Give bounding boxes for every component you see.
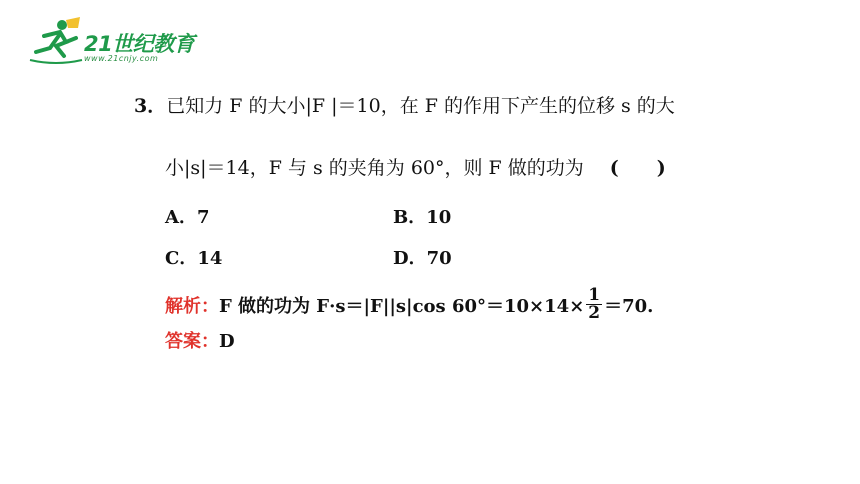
fraction-numerator: 1 <box>588 285 601 305</box>
logo-url: www.21cnjy.com <box>84 54 159 63</box>
question-number: 3． <box>134 95 167 117</box>
analysis-label: 解析： <box>165 295 219 317</box>
analysis-text: F 做的功为 F·s＝|F||s|cos 60°＝10×14× <box>219 295 585 317</box>
question-line-2 <box>165 153 666 180</box>
answer <box>165 327 235 353</box>
answer-label: 答案： <box>165 331 219 352</box>
option-b: B．10 <box>393 207 452 228</box>
option-c: C．14 <box>165 248 223 269</box>
analysis-tail: ＝70. <box>604 295 654 317</box>
answer-value: D <box>219 331 235 352</box>
runner-icon <box>26 16 86 68</box>
question-line-1 <box>134 91 675 118</box>
question-text-1: 已知力 F 的大小|F |＝10，在 F 的作用下产生的位移 s 的大 <box>166 95 675 117</box>
logo-text: 21世纪教育 <box>84 32 195 56</box>
analysis <box>165 287 653 322</box>
fraction-denominator: 2 <box>588 303 601 323</box>
fraction <box>586 287 602 322</box>
option-a: A．7 <box>165 207 210 228</box>
question-text-2: 小|s|＝14，F 与 s 的夹角为 60°，则 F 做的功为 <box>165 157 584 179</box>
option-d: D．70 <box>393 248 452 269</box>
site-logo <box>26 16 206 68</box>
answer-paren: ( ) <box>609 157 666 179</box>
